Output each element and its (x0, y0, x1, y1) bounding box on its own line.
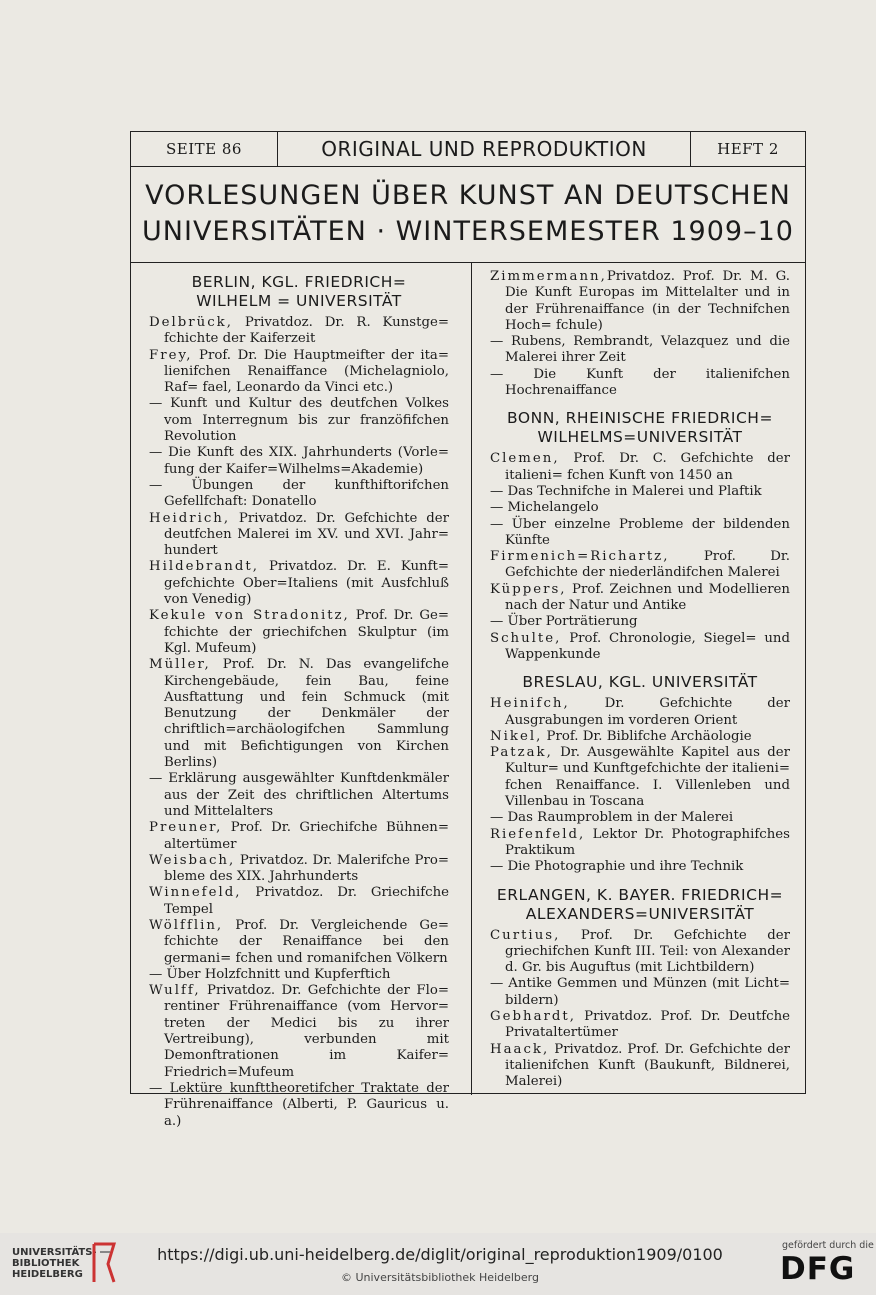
lecture-entry (490, 549, 790, 582)
lecture-text: — Lektüre kunfttheoretifcher Traktate der Frührenaiffance (Alberti, P. Gauricus u. a.) (149, 1080, 449, 1129)
right-column (490, 269, 790, 1090)
lecture-entry (490, 696, 790, 729)
section-heading-line-2: WILHELM = UNIVERSITÄT (196, 292, 402, 310)
lecturer-name: Patzak, (490, 745, 553, 761)
section-heading (490, 409, 790, 447)
lecturer-name: Winnefeld, (149, 885, 242, 901)
logo-line-1: UNIVERSITÄTS- (12, 1247, 97, 1258)
lecturer-name: Wulff, (149, 983, 201, 999)
lecture-text: — Das Technifche in Malerei und Plaftik (490, 483, 762, 499)
lecturer-name: Frey, (149, 347, 193, 363)
lecture-text: Privatdoz. Dr. Malerifche Pro= bleme des XIX. Jahrhunderts (164, 852, 449, 885)
lecture-text: Privatdoz. Dr. Gefchichte der deutfchen Malerei im XV. und XVI. Jahr= hundert (164, 510, 449, 559)
lecturer-name: Heinifch, (490, 696, 570, 712)
lecture-entry (149, 559, 449, 608)
lecture-entry (490, 582, 790, 615)
lecture-entry (149, 918, 449, 967)
lecture-text: Prof. Dr. Biblifche Archäologie (542, 728, 752, 744)
lecture-entry (149, 657, 449, 771)
lecture-entry (149, 853, 449, 886)
lecturer-name: Wölfflin, (149, 917, 224, 933)
copyright-notice: © Universitätsbibliothek Heidelberg (340, 1271, 539, 1284)
lecture-entry (149, 348, 449, 397)
issue-number: HEFT 2 (717, 140, 779, 158)
lecture-entry (490, 1009, 790, 1042)
lecture-text: — Antike Gemmen und Münzen (mit Licht= bildern) (490, 976, 790, 1008)
lecture-entry (490, 614, 790, 630)
lecturer-name: Firmenich=Richartz, (490, 549, 670, 565)
lecture-entry (149, 1081, 449, 1130)
section-heading (490, 673, 790, 692)
lecturer-name: Haack, (490, 1041, 550, 1057)
lecture-text: — Kunft und Kultur des deutfchen Volkes vom Interregnum bis zur franzöfifchen Revolution (149, 396, 449, 445)
lecture-text: Prof. Dr. C. Gefchichte der italieni= fchen Kunft von 1450 an (505, 451, 790, 483)
lecturer-name: Heidrich, (149, 510, 231, 526)
lecture-text: — Das Raumproblem in der Malerei (490, 810, 734, 826)
lecturer-name: Preuner, (149, 820, 223, 836)
lecture-text: Prof. Dr. Vergleichende Ge= fchichte der Renaiffance bei den germani= fchen und romanifchen Völkern (164, 917, 449, 966)
lecture-entry (149, 967, 449, 983)
section-heading-line-1: BERLIN, KGL. FRIEDRICH= (191, 273, 407, 291)
running-header (131, 132, 805, 167)
page-frame (130, 131, 806, 1129)
lecturer-name: Delbrück, (149, 315, 233, 330)
lecturer-name: Müller, (149, 657, 211, 673)
logo-line-2: BIBLIOTHEK (12, 1258, 80, 1269)
lecture-entry (490, 745, 790, 810)
lecture-text: Privatdoz. Prof. Dr. Gefchichte der italienifchen Kunft (Baukunft, Bildnerei, Malerei) (505, 1041, 790, 1090)
section-heading-line-1: ERLANGEN, K. BAYER. FRIEDRICH= (496, 885, 784, 904)
left-column (149, 269, 449, 1130)
section-heading-line-1: BRESLAU, KGL. UNIVERSITÄT (522, 673, 758, 692)
lecture-entry (490, 500, 790, 516)
lecture-entry (490, 334, 790, 367)
lecture-entry (490, 269, 790, 334)
lecture-text: — Über einzelne Probleme der bildenden Künfte (490, 516, 790, 548)
lecture-entry (149, 445, 449, 478)
title-divider (131, 262, 805, 263)
lecture-entry (490, 631, 790, 664)
lecture-text: — Die Kunft der italienifchen Hochrenaiffance (490, 366, 790, 399)
lecture-text: Privatdoz. Prof. Dr. Deutfche Privataltertümer (505, 1008, 790, 1041)
viewer-footer (0, 1233, 876, 1295)
lecture-entry (490, 976, 790, 1009)
lecture-entry (490, 367, 790, 400)
lecturer-name: Küppers, (490, 581, 567, 597)
lecturer-name: Curtius, (490, 927, 561, 943)
lecture-text: — Erklärung ausgewählter Kunftdenkmäler aus der Zeit des chriftlichen Altertums und Mittelalters (149, 771, 449, 819)
lecture-entry (490, 729, 790, 745)
page-number: SEITE 86 (131, 132, 278, 166)
lecture-text: — Über Holzfchnitt und Kupferftich (149, 966, 391, 982)
lecture-text: Privatdoz. Dr. E. Kunft= gefchichte Ober=Italiens (mit Ausfchluß von Venedig) (164, 559, 449, 608)
lecture-text: — Über Porträtierung (490, 614, 638, 630)
permalink-url[interactable]: https://digi.ub.uni-heidelberg.de/diglit/original_reproduktion1909/0100 (157, 1245, 723, 1264)
lecture-entry (149, 478, 449, 511)
lecture-text: Prof. Dr. Ge= fchichte der griechifchen Skulptur (im Kgl. Mufeum) (164, 608, 450, 656)
section-heading-line-2: WILHELMS=UNIVERSITÄT (537, 428, 743, 447)
title-line-2: UNIVERSITÄTEN · WINTERSEMESTER 1909–10 (142, 216, 794, 247)
lecture-entry (490, 810, 790, 826)
lecture-text: Prof. Dr. N. Das evangelifche Kirchengebäude, fein Bau, feine Ausftattung und fein Schmuck (mit Benutzung der Denkmäler der chriftlich=archäologifchen Sammlung und mit Befichtigungen von Kirchen Berlins) (164, 657, 449, 771)
lecture-entry (490, 484, 790, 500)
lecture-entry (149, 608, 449, 657)
lecture-text: Privatdoz. Prof. Dr. M. G. Die Kunft Europas im Mittelalter und in der Frührenaiffance (in der Technifchen Hoch= fchule) (505, 269, 790, 333)
lecture-text: Privatdoz. Dr. R. Kunstge= fchichte der Kaiferzeit (164, 315, 449, 347)
library-logo-text[interactable] (12, 1247, 97, 1280)
section-heading-line-1: BONN, RHEINISCHE FRIEDRICH= (507, 409, 773, 428)
lecture-entry (490, 859, 790, 875)
library-logo-icon[interactable] (88, 1240, 120, 1286)
lecturer-name: Schulte, (490, 630, 562, 646)
lecture-text: Prof. Zeichnen und Modellieren nach der Natur und Antike (505, 581, 790, 614)
lecture-entry (149, 771, 449, 820)
logo-line-3: HEIDELBERG (12, 1269, 83, 1280)
section-heading-line-2: ALEXANDERS=UNIVERSITÄT (525, 904, 755, 923)
lecture-text: Dr. Ausgewählte Kapitel aus der Kultur= und Kunftgefchichte der italieni= fchen Renaiffance. I. Villenleben und Villenbau in Toscana (505, 745, 790, 810)
lecture-text: — Die Kunft des XIX. Jahrhunderts (Vorle= fung der Kaifer=Wilhelms=Akademie) (149, 445, 449, 477)
lecture-text: — Die Photographie und ihre Technik (490, 859, 744, 875)
lecturer-name: Gebhardt, (490, 1008, 576, 1024)
lecture-entry (149, 983, 449, 1081)
lecture-entry (490, 827, 790, 860)
dfg-logo[interactable]: DFG (780, 1251, 856, 1287)
lecturer-name: Clemen, (490, 451, 560, 467)
lecture-entry (490, 1042, 790, 1091)
column-divider (471, 263, 472, 1095)
lecture-text: Privatdoz. Dr. Gefchichte der Flo= rentiner Frührenaiffance (vom Hervor= treten der Medici bis zu ihrer Vertreibung), verbunden mit Demonftrationen im Kaifer= Friedrich=Mufeum (164, 983, 449, 1080)
title-line-1: VORLESUNGEN ÜBER KUNST AN DEUTSCHEN (145, 180, 791, 211)
lecturer-name: Weisbach, (149, 852, 236, 868)
lecture-entry (490, 451, 790, 484)
lecture-entry (149, 511, 449, 560)
lecturer-name: Nikel, (490, 728, 543, 744)
funding-note: gefördert durch die (782, 1240, 874, 1251)
lecture-entry (490, 928, 790, 977)
lecturer-name: Kekule von Stradonitz, (149, 608, 350, 624)
lecture-text: Dr. Gefchichte der Ausgrabungen im vorderen Orient (505, 696, 790, 728)
journal-title: ORIGINAL UND REPRODUKTION (278, 132, 691, 166)
lecture-entry (149, 820, 449, 853)
lecture-text: Prof. Dr. Die Hauptmeifter der ita= lienifchen Renaiffance (Michelagniolo, Raf= fael, Leonardo da Vinci etc.) (164, 347, 449, 396)
lecturer-name: Zimmermann, (490, 269, 607, 284)
article-title (131, 178, 805, 250)
lecture-entry (149, 315, 449, 348)
lecture-text: Privatdoz. Dr. Griechifche Tempel (164, 885, 449, 917)
lecture-text: — Michelangelo (490, 500, 599, 516)
lecturer-name: Hildebrandt, (149, 559, 259, 575)
lecture-text: Prof. Dr. Griechifche Bühnen= altertümer (164, 820, 449, 852)
lecture-entry (149, 396, 449, 445)
lecture-text: — Übungen der kunfthiftorifchen Gefellfchaft: Donatello (149, 477, 449, 510)
lecture-text: Prof. Dr. Gefchichte der griechifchen Kunft III. Teil: von Alexander d. Gr. bis Auguftus (mit Lichtbildern) (505, 927, 790, 976)
lecture-text: Lektor Dr. Photographifches Praktikum (505, 826, 790, 858)
lecture-text: Prof. Chronologie, Siegel= und Wappenkunde (505, 630, 790, 662)
lecture-text: Prof. Dr. Gefchichte der niederländifchen Malerei (505, 549, 790, 581)
lecture-text: — Rubens, Rembrandt, Velazquez und die Malerei ihrer Zeit (490, 334, 790, 366)
lecturer-name: Riefenfeld, (490, 826, 586, 842)
lecture-entry (490, 517, 790, 550)
section-heading (490, 886, 790, 924)
lecture-entry (149, 885, 449, 918)
section-heading (149, 273, 449, 311)
